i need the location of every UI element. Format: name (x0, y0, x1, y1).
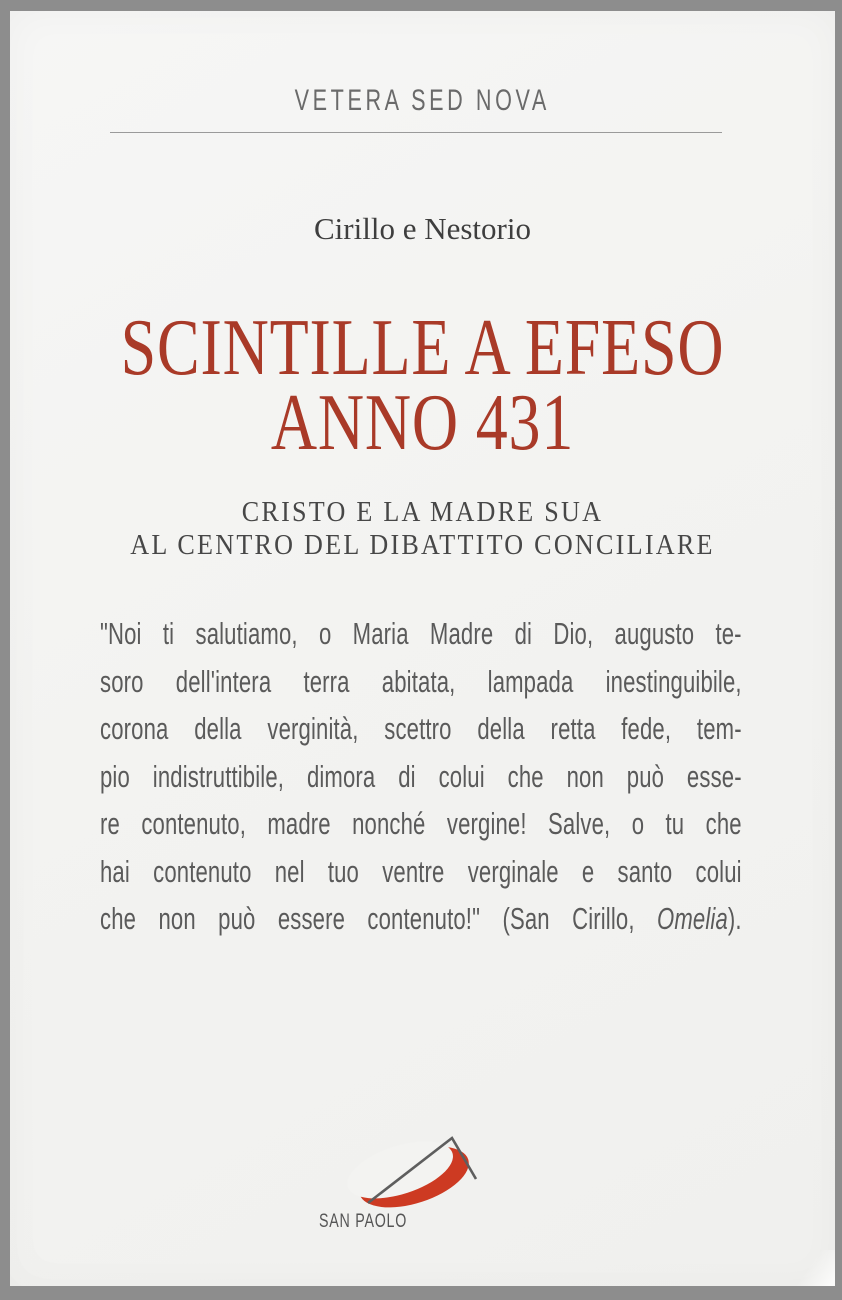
book-cover (10, 11, 835, 1286)
quote-last-pre: che non può essere contenuto!" (San Cirillo, (100, 901, 658, 936)
quote-last-italic: Omelia (657, 901, 728, 936)
page-corner-highlight (789, 1250, 835, 1286)
series-title (10, 84, 835, 118)
quote-line: soro dell'intera terra abitata, lampada inestinguibile, (100, 663, 742, 699)
quote-line: pio indistruttibile, dimora di colui che non può esse- (100, 758, 742, 794)
quote-line: hai contenuto nel tuo ventre verginale e santo colui (100, 853, 742, 889)
book-subtitle (51, 496, 794, 562)
san-paolo-swoosh-icon (340, 1125, 500, 1225)
quote-line-last (100, 895, 742, 943)
quote-last-post: ). (727, 901, 742, 936)
quote-lines (100, 610, 742, 895)
quote-line: "Noi ti salutiamo, o Maria Madre di Dio, augusto te- (100, 616, 742, 651)
quote-line: corona della verginità, scettro della retta fede, tem- (100, 711, 742, 746)
author-name: Cirillo e Nestorio (314, 211, 531, 246)
book-title-line-1: SCINTILLE A EFESO (120, 304, 725, 392)
header-divider-line (110, 132, 722, 133)
series-title-label: VETERA SED NOVA (294, 84, 551, 117)
publisher-name: SAN PAOLO (319, 1211, 408, 1232)
book-title-line-2: ANNO 431 (270, 379, 575, 467)
book-title (93, 304, 753, 467)
quote-paragraph (100, 610, 742, 943)
quote-line: re contenuto, madre nonché vergine! Salve, o tu che (100, 806, 742, 841)
book-subtitle-line-1: CRISTO E LA MADRE SUA (241, 496, 604, 528)
book-subtitle-line-2: AL CENTRO DEL DIBATTITO CONCILIARE (130, 529, 715, 561)
